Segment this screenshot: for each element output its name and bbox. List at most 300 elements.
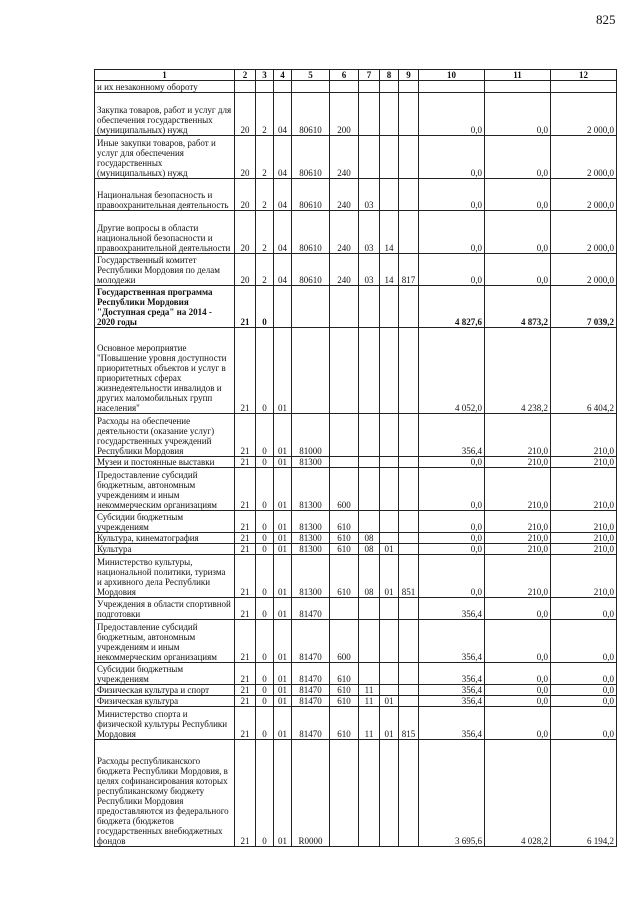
code-cell: 01	[274, 328, 292, 414]
column-header-2: 2	[235, 70, 256, 81]
row-name: Предоставление субсидий бюджетным, автономным учреждениям и иным некоммерческим организациям	[95, 620, 235, 663]
code-cell: 08	[359, 555, 380, 598]
code-cell: 21	[235, 511, 256, 533]
code-cell: 04	[274, 136, 292, 179]
row-name: Основное мероприятие "Повышение уровня доступности приоритетных объектов и услуг в приоритетных сферах жизнедеятельности инвалидов и других маломобильных групп населения"	[95, 328, 235, 414]
row-name: Иные закупки товаров, работ и услуг для обеспечения государственных (муниципальных) нужд	[95, 136, 235, 179]
code-cell: 0	[256, 696, 274, 707]
code-cell: 21	[235, 286, 256, 328]
code-cell: 610	[330, 544, 359, 555]
code-cell	[330, 328, 359, 414]
amount-cell: 0,0	[551, 598, 617, 620]
code-cell: 01	[274, 414, 292, 457]
code-cell	[380, 136, 399, 179]
amount-cell: 210,0	[485, 533, 551, 544]
column-header-6: 6	[330, 70, 359, 81]
row-name: Физическая культура	[95, 696, 235, 707]
amount-cell: 210,0	[485, 511, 551, 533]
code-cell	[359, 328, 380, 414]
code-cell	[274, 286, 292, 328]
column-header-9: 9	[399, 70, 419, 81]
amount-cell: 210,0	[551, 533, 617, 544]
code-cell	[380, 286, 399, 328]
code-cell	[359, 511, 380, 533]
table-row	[95, 511, 617, 533]
amount-cell: 7 039,2	[551, 286, 617, 328]
code-cell: 03	[359, 254, 380, 286]
table-row	[95, 685, 617, 696]
row-name: Национальная безопасность и правоохранительная деятельность	[95, 179, 235, 211]
table-row	[95, 136, 617, 179]
code-cell	[380, 81, 399, 93]
code-cell	[359, 136, 380, 179]
code-cell: 80610	[292, 211, 330, 254]
column-header-3: 3	[256, 70, 274, 81]
table-row	[95, 696, 617, 707]
code-cell	[256, 81, 274, 93]
code-cell: 21	[235, 533, 256, 544]
code-cell	[359, 81, 380, 93]
code-cell: 20	[235, 211, 256, 254]
table-row	[95, 555, 617, 598]
code-cell: 01	[274, 544, 292, 555]
table-row	[95, 328, 617, 414]
amount-cell: 210,0	[485, 544, 551, 555]
code-cell: 240	[330, 179, 359, 211]
amount-cell	[551, 81, 617, 93]
code-cell: 81300	[292, 468, 330, 511]
code-cell: 20	[235, 93, 256, 136]
code-cell: 01	[380, 555, 399, 598]
row-name: Расходы на обеспечение деятельности (оказание услуг) государственных учреждений Республики Мордовия	[95, 414, 235, 457]
code-cell: 240	[330, 136, 359, 179]
row-name: Культура, кинематография	[95, 533, 235, 544]
code-cell	[274, 81, 292, 93]
amount-cell: 210,0	[485, 457, 551, 468]
amount-cell: 356,4	[419, 598, 485, 620]
column-header-5: 5	[292, 70, 330, 81]
code-cell: 11	[359, 707, 380, 740]
amount-cell: 210,0	[485, 414, 551, 457]
code-cell: 04	[274, 254, 292, 286]
code-cell: 610	[330, 685, 359, 696]
code-cell: 21	[235, 707, 256, 740]
table-row	[95, 414, 617, 457]
code-cell	[380, 598, 399, 620]
code-cell: 81470	[292, 620, 330, 663]
code-cell	[380, 328, 399, 414]
code-cell: 01	[274, 696, 292, 707]
code-cell	[399, 663, 419, 685]
row-name: и их незаконному обороту	[95, 81, 235, 93]
amount-cell: 0,0	[551, 620, 617, 663]
column-header-11: 11	[485, 70, 551, 81]
amount-cell: 2 000,0	[551, 254, 617, 286]
code-cell: 80610	[292, 179, 330, 211]
amount-cell: 6 404,2	[551, 328, 617, 414]
code-cell	[359, 457, 380, 468]
code-cell: 610	[330, 511, 359, 533]
code-cell	[292, 81, 330, 93]
amount-cell: 0,0	[419, 93, 485, 136]
code-cell: 81000	[292, 414, 330, 457]
code-cell: 0	[256, 544, 274, 555]
amount-cell: 0,0	[419, 511, 485, 533]
table-row	[95, 179, 617, 211]
code-cell	[235, 81, 256, 93]
amount-cell: 210,0	[551, 457, 617, 468]
row-name: Расходы республиканского бюджета Республики Мордовия, в целях софинансирования которых республиканскому бюджету Республики Мордовия предоставляются из федерального бюджета (бюджетов государственных внебюджетных фондов	[95, 740, 235, 847]
code-cell: 04	[274, 179, 292, 211]
column-header-10: 10	[419, 70, 485, 81]
amount-cell: 0,0	[419, 457, 485, 468]
code-cell: 0	[256, 620, 274, 663]
code-cell: 21	[235, 414, 256, 457]
code-cell: 01	[274, 598, 292, 620]
amount-cell: 4 028,2	[485, 740, 551, 847]
code-cell: 81470	[292, 707, 330, 740]
code-cell: 0	[256, 555, 274, 598]
table-row	[95, 468, 617, 511]
code-cell: 0	[256, 685, 274, 696]
code-cell: 81470	[292, 685, 330, 696]
row-name: Министерство спорта и физической культуры Республики Мордовия	[95, 707, 235, 740]
amount-cell: 0,0	[485, 93, 551, 136]
code-cell	[380, 93, 399, 136]
code-cell: 2	[256, 179, 274, 211]
code-cell	[330, 740, 359, 847]
code-cell: 81300	[292, 511, 330, 533]
code-cell	[399, 457, 419, 468]
code-cell: 21	[235, 468, 256, 511]
code-cell	[330, 414, 359, 457]
code-cell: 14	[380, 254, 399, 286]
row-name: Министерство культуры, национальной политики, туризма и архивного дела Республики Мордовия	[95, 555, 235, 598]
column-header-12: 12	[551, 70, 617, 81]
code-cell	[330, 286, 359, 328]
code-cell: 600	[330, 620, 359, 663]
code-cell	[399, 544, 419, 555]
amount-cell: 2 000,0	[551, 93, 617, 136]
code-cell	[380, 620, 399, 663]
amount-cell: 356,4	[419, 663, 485, 685]
code-cell: 01	[274, 555, 292, 598]
amount-cell: 356,4	[419, 696, 485, 707]
code-cell: 81470	[292, 696, 330, 707]
code-cell	[380, 663, 399, 685]
row-name: Музеи и постоянные выставки	[95, 457, 235, 468]
row-name: Субсидии бюджетным учреждениям	[95, 663, 235, 685]
amount-cell: 0,0	[485, 211, 551, 254]
amount-cell: 210,0	[551, 544, 617, 555]
table-row	[95, 254, 617, 286]
amount-cell: 4 052,0	[419, 328, 485, 414]
code-cell: 0	[256, 663, 274, 685]
code-cell: 80610	[292, 136, 330, 179]
amount-cell: 0,0	[419, 136, 485, 179]
code-cell: 0	[256, 328, 274, 414]
code-cell: 0	[256, 707, 274, 740]
row-name: Культура	[95, 544, 235, 555]
table-row	[95, 533, 617, 544]
code-cell	[380, 457, 399, 468]
amount-cell: 2 000,0	[551, 136, 617, 179]
code-cell: 20	[235, 254, 256, 286]
code-cell: 0	[256, 598, 274, 620]
code-cell: 01	[274, 740, 292, 847]
code-cell	[399, 328, 419, 414]
code-cell: 81300	[292, 533, 330, 544]
table-row	[95, 211, 617, 254]
amount-cell: 210,0	[485, 555, 551, 598]
code-cell	[399, 286, 419, 328]
code-cell	[380, 685, 399, 696]
code-cell: 815	[399, 707, 419, 740]
code-cell	[359, 740, 380, 847]
amount-cell: 0,0	[551, 663, 617, 685]
code-cell: 21	[235, 598, 256, 620]
amount-cell: 4 238,2	[485, 328, 551, 414]
code-cell	[359, 620, 380, 663]
row-name: Закупка товаров, работ и услуг для обеспечения государственных (муниципальных) нужд	[95, 93, 235, 136]
code-cell: 11	[359, 696, 380, 707]
code-cell: 21	[235, 555, 256, 598]
code-cell: 01	[274, 620, 292, 663]
table-row	[95, 81, 617, 93]
code-cell	[359, 93, 380, 136]
code-cell: 21	[235, 663, 256, 685]
code-cell: 610	[330, 555, 359, 598]
code-cell: 01	[274, 457, 292, 468]
row-name: Предоставление субсидий бюджетным, автономным учреждениям и иным некоммерческим организациям	[95, 468, 235, 511]
code-cell: 0	[256, 457, 274, 468]
code-cell	[399, 740, 419, 847]
row-name: Учреждения в области спортивной подготовки	[95, 598, 235, 620]
code-cell: 21	[235, 696, 256, 707]
amount-cell: 210,0	[485, 468, 551, 511]
code-cell: 21	[235, 328, 256, 414]
code-cell	[359, 598, 380, 620]
code-cell: 80610	[292, 254, 330, 286]
amount-cell: 0,0	[419, 254, 485, 286]
code-cell	[399, 620, 419, 663]
amount-cell: 356,4	[419, 685, 485, 696]
amount-cell: 0,0	[419, 179, 485, 211]
amount-cell: 0,0	[485, 663, 551, 685]
code-cell: 81470	[292, 598, 330, 620]
amount-cell: 0,0	[485, 179, 551, 211]
code-cell: 600	[330, 468, 359, 511]
budget-table	[94, 69, 617, 847]
amount-cell	[485, 81, 551, 93]
code-cell: 0	[256, 533, 274, 544]
code-cell: 01	[274, 663, 292, 685]
code-cell	[380, 414, 399, 457]
code-cell	[380, 533, 399, 544]
amount-cell: 0,0	[419, 544, 485, 555]
column-header-1: 1	[95, 70, 235, 81]
code-cell	[399, 468, 419, 511]
amount-cell: 210,0	[551, 511, 617, 533]
code-cell: 0	[256, 511, 274, 533]
amount-cell: 210,0	[551, 468, 617, 511]
code-cell: 81300	[292, 544, 330, 555]
amount-cell: 0,0	[419, 555, 485, 598]
code-cell	[399, 179, 419, 211]
code-cell	[399, 211, 419, 254]
code-cell: 81300	[292, 555, 330, 598]
code-cell: 610	[330, 533, 359, 544]
column-header-7: 7	[359, 70, 380, 81]
header-row	[95, 70, 617, 81]
code-cell: 0	[256, 414, 274, 457]
code-cell: 08	[359, 544, 380, 555]
code-cell: 610	[330, 663, 359, 685]
amount-cell: 0,0	[551, 696, 617, 707]
code-cell: 04	[274, 93, 292, 136]
table-row	[95, 93, 617, 136]
table-row	[95, 598, 617, 620]
code-cell	[399, 685, 419, 696]
amount-cell: 2 000,0	[551, 179, 617, 211]
code-cell	[359, 286, 380, 328]
amount-cell: 0,0	[419, 468, 485, 511]
code-cell: 0	[256, 286, 274, 328]
code-cell: 20	[235, 136, 256, 179]
code-cell	[292, 286, 330, 328]
code-cell	[380, 179, 399, 211]
code-cell: 21	[235, 544, 256, 555]
amount-cell: 210,0	[551, 555, 617, 598]
code-cell: 01	[274, 533, 292, 544]
code-cell: 0	[256, 468, 274, 511]
code-cell	[359, 468, 380, 511]
table-body	[95, 81, 617, 847]
amount-cell: 2 000,0	[551, 211, 617, 254]
amount-cell: 4 827,6	[419, 286, 485, 328]
amount-cell: 0,0	[485, 620, 551, 663]
code-cell: 81470	[292, 663, 330, 685]
code-cell	[399, 598, 419, 620]
amount-cell: 210,0	[551, 414, 617, 457]
table-row	[95, 707, 617, 740]
code-cell: 851	[399, 555, 419, 598]
amount-cell: 0,0	[485, 254, 551, 286]
table-row	[95, 620, 617, 663]
code-cell: 01	[274, 707, 292, 740]
code-cell: 03	[359, 179, 380, 211]
code-cell: 817	[399, 254, 419, 286]
code-cell: 240	[330, 254, 359, 286]
code-cell	[399, 81, 419, 93]
code-cell: 21	[235, 457, 256, 468]
code-cell	[380, 511, 399, 533]
code-cell: 2	[256, 93, 274, 136]
column-header-8: 8	[380, 70, 399, 81]
code-cell: 240	[330, 211, 359, 254]
code-cell	[330, 81, 359, 93]
amount-cell: 0,0	[485, 685, 551, 696]
code-cell: 01	[380, 544, 399, 555]
amount-cell: 0,0	[485, 136, 551, 179]
code-cell	[399, 414, 419, 457]
code-cell: 81300	[292, 457, 330, 468]
row-name: Другие вопросы в области национальной безопасности и правоохранительной деятельности	[95, 211, 235, 254]
code-cell: 01	[274, 511, 292, 533]
row-name: Государственный комитет Республики Мордовия по делам молодежи	[95, 254, 235, 286]
table-row	[95, 457, 617, 468]
page-number: 825	[596, 12, 616, 27]
code-cell: R0000	[292, 740, 330, 847]
code-cell: 01	[274, 468, 292, 511]
code-cell: 80610	[292, 93, 330, 136]
code-cell: 610	[330, 696, 359, 707]
code-cell: 11	[359, 685, 380, 696]
amount-cell: 4 873,2	[485, 286, 551, 328]
code-cell	[292, 328, 330, 414]
table-row	[95, 544, 617, 555]
code-cell	[380, 740, 399, 847]
row-name: Государственная программа Республики Мордовия "Доступная среда" на 2014 - 2020 годы	[95, 286, 235, 328]
code-cell	[399, 93, 419, 136]
table-row	[95, 663, 617, 685]
code-cell: 21	[235, 620, 256, 663]
amount-cell: 6 194,2	[551, 740, 617, 847]
code-cell	[330, 457, 359, 468]
code-cell: 21	[235, 740, 256, 847]
amount-cell: 356,4	[419, 620, 485, 663]
code-cell: 0	[256, 740, 274, 847]
amount-cell	[419, 81, 485, 93]
code-cell	[399, 511, 419, 533]
amount-cell: 0,0	[551, 707, 617, 740]
code-cell: 04	[274, 211, 292, 254]
row-name: Физическая культура и спорт	[95, 685, 235, 696]
amount-cell: 0,0	[485, 696, 551, 707]
code-cell	[399, 696, 419, 707]
code-cell: 01	[380, 707, 399, 740]
code-cell: 08	[359, 533, 380, 544]
code-cell: 2	[256, 254, 274, 286]
code-cell	[330, 598, 359, 620]
code-cell: 01	[274, 685, 292, 696]
code-cell: 14	[380, 211, 399, 254]
amount-cell: 0,0	[485, 707, 551, 740]
code-cell: 2	[256, 211, 274, 254]
code-cell: 20	[235, 179, 256, 211]
code-cell: 610	[330, 707, 359, 740]
code-cell: 03	[359, 211, 380, 254]
code-cell	[359, 663, 380, 685]
code-cell	[380, 468, 399, 511]
amount-cell: 0,0	[419, 533, 485, 544]
code-cell: 2	[256, 136, 274, 179]
table-row	[95, 286, 617, 328]
code-cell	[399, 136, 419, 179]
code-cell	[359, 414, 380, 457]
amount-cell: 3 695,6	[419, 740, 485, 847]
amount-cell: 0,0	[419, 211, 485, 254]
column-header-4: 4	[274, 70, 292, 81]
amount-cell: 356,4	[419, 414, 485, 457]
amount-cell: 0,0	[485, 598, 551, 620]
amount-cell: 356,4	[419, 707, 485, 740]
amount-cell: 0,0	[551, 685, 617, 696]
row-name: Субсидии бюджетным учреждениям	[95, 511, 235, 533]
code-cell: 01	[380, 696, 399, 707]
code-cell	[399, 533, 419, 544]
table-row	[95, 740, 617, 847]
